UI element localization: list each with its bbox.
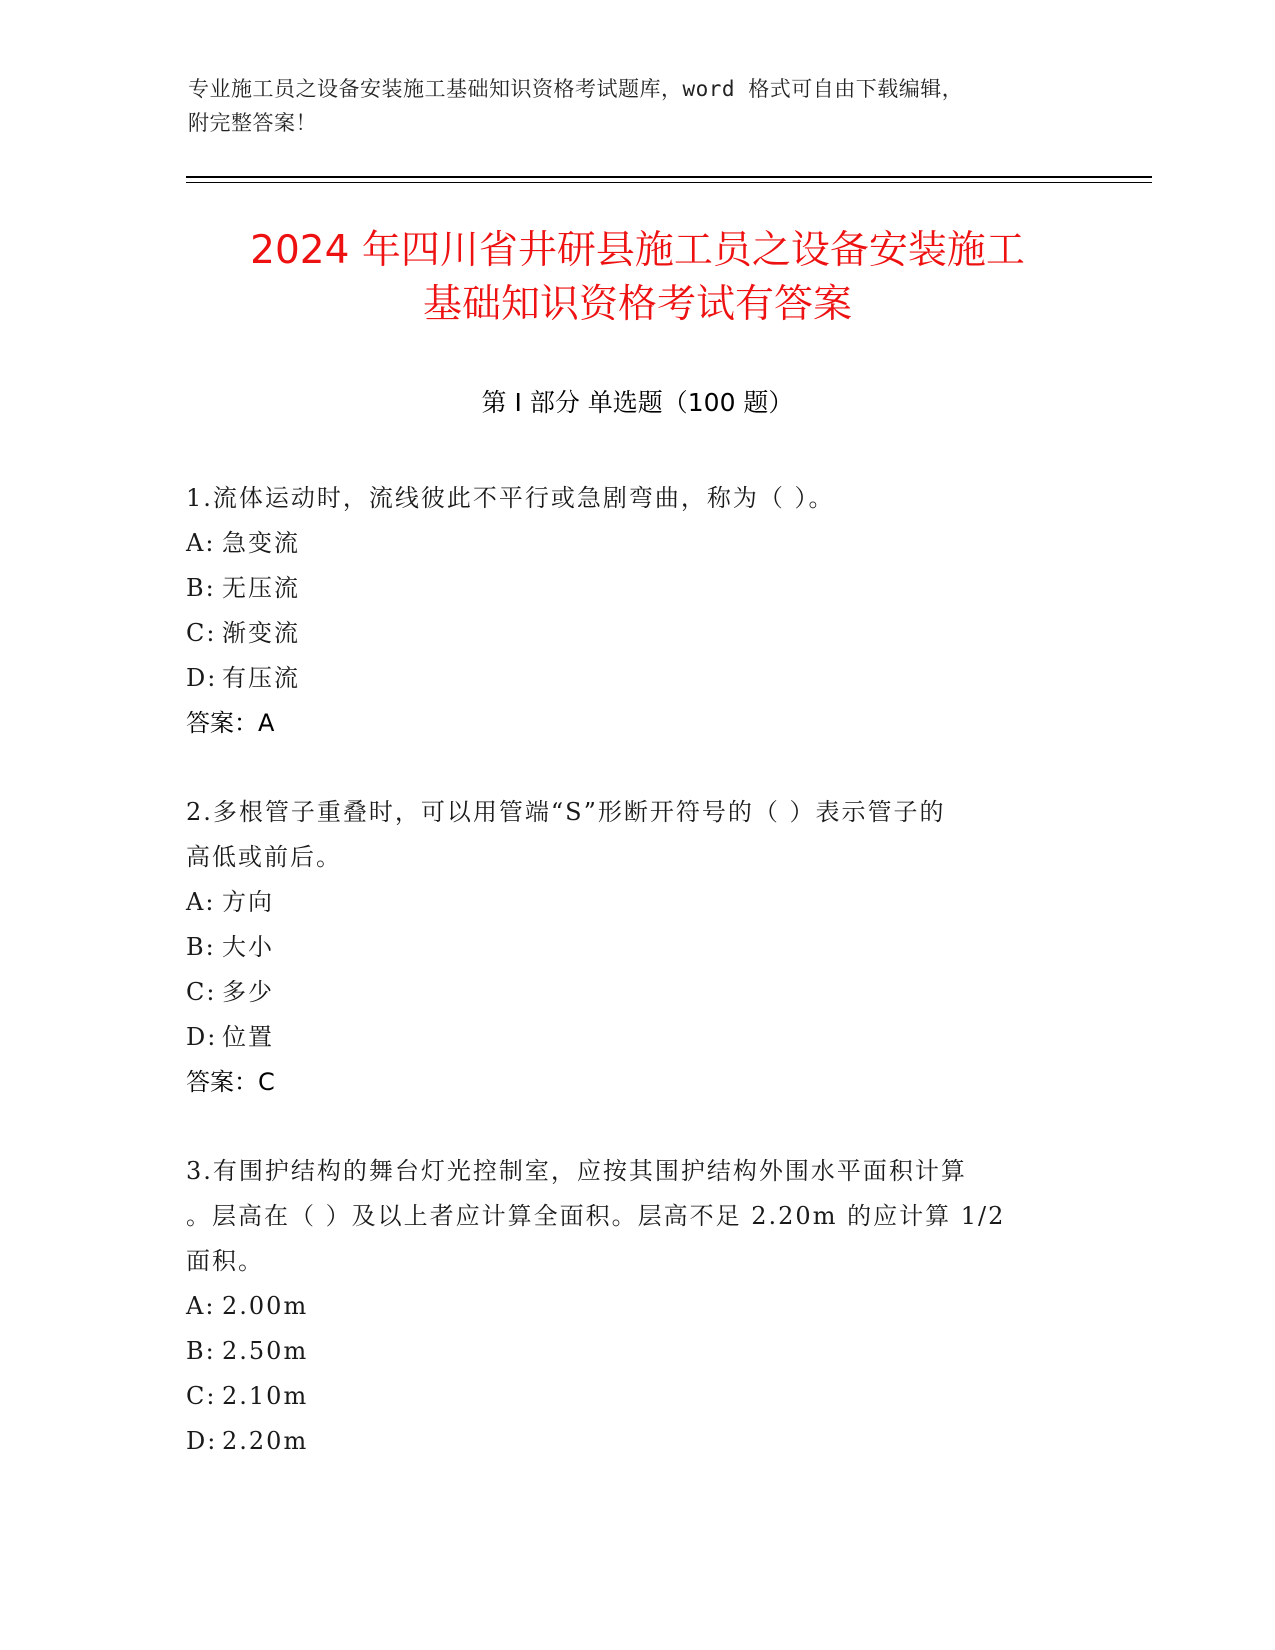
section-title: 第 I 部分 单选题（100 题）	[481, 388, 794, 417]
question-stem	[186, 790, 1066, 880]
option-c	[186, 611, 1066, 656]
option-c	[186, 1374, 1066, 1419]
option-a	[186, 521, 1066, 566]
option-text: 有压流	[222, 664, 300, 692]
option-text: 急变流	[222, 529, 300, 557]
option-letter: B:	[186, 1337, 216, 1365]
document-title-line-2: 基础知识资格考试有答案	[422, 282, 852, 327]
answer-line: 答案：A	[186, 709, 275, 737]
option-letter: C:	[186, 978, 217, 1006]
option-d	[186, 1419, 1066, 1464]
option-letter: C:	[186, 1382, 217, 1410]
question-stem-line: 。层高在（ ）及以上者应计算全面积。层高不足 2.20m 的应计算 1/2	[186, 1202, 1006, 1230]
question-3	[186, 1149, 1066, 1464]
question-stem	[186, 1149, 1066, 1284]
option-text: 位置	[222, 1023, 274, 1051]
question-stem-line: 面积。	[186, 1247, 264, 1275]
option-b	[186, 566, 1066, 611]
question-1	[186, 476, 1066, 746]
question-stem-line: 3.有围护结构的舞台灯光控制室，应按其围护结构外围水平面积计算	[186, 1157, 967, 1185]
option-d	[186, 1015, 1066, 1060]
question-list	[186, 476, 1066, 1508]
question-stem-line: 高低或前后。	[186, 843, 342, 871]
question-stem: 1.流体运动时，流线彼此不平行或急剧弯曲，称为（ ）。	[186, 484, 835, 512]
option-letter: D:	[186, 1427, 218, 1455]
option-letter: D:	[186, 664, 218, 692]
option-a	[186, 880, 1066, 925]
option-letter: A:	[186, 888, 216, 916]
option-text: 2.10m	[222, 1382, 309, 1410]
option-text: 无压流	[222, 574, 300, 602]
option-text: 多少	[222, 978, 274, 1006]
question-2	[186, 790, 1066, 1105]
option-letter: A:	[186, 1292, 216, 1320]
document-title-line-1: 2024 年四川省井研县施工员之设备安装施工	[250, 228, 1025, 273]
header-note-line-1: 专业施工员之设备安装施工基础知识资格考试题库，word 格式可自由下载编辑，	[188, 77, 964, 101]
option-c	[186, 970, 1066, 1015]
answer-line: 答案：C	[186, 1068, 275, 1096]
option-text: 2.20m	[222, 1427, 309, 1455]
option-a	[186, 1284, 1066, 1329]
option-letter: D:	[186, 1023, 218, 1051]
header-note	[188, 72, 1068, 140]
header-divider-thin	[186, 182, 1152, 183]
question-stem-line: 2.多根管子重叠时，可以用管端“S”形断开符号的（ ）表示管子的	[186, 798, 946, 826]
option-text: 2.50m	[222, 1337, 309, 1365]
option-text: 大小	[222, 933, 274, 961]
option-text: 方向	[222, 888, 274, 916]
document-title	[150, 224, 1125, 332]
header-note-line-2: 附完整答案！	[188, 111, 317, 135]
option-letter: B:	[186, 933, 216, 961]
option-text: 渐变流	[222, 619, 300, 647]
option-text: 2.00m	[222, 1292, 309, 1320]
option-b	[186, 1329, 1066, 1374]
option-letter: A:	[186, 529, 216, 557]
header-divider-thick	[186, 176, 1152, 178]
option-letter: B:	[186, 574, 216, 602]
option-d	[186, 656, 1066, 701]
option-letter: C:	[186, 619, 217, 647]
option-b	[186, 925, 1066, 970]
